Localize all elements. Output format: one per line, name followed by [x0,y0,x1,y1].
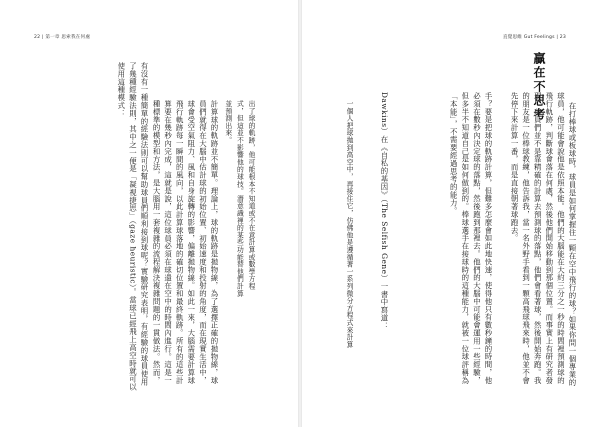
right-page-header: 直覺思維 Gut Feelings | 23 [502,35,566,40]
left-page [0,0,298,427]
right-body-column-a [498,92,578,392]
left-quote-text: 出了球的軌跡，他可能根本不知道或不在意計算或數學方程式，但這並不影響他的球技。潛意識裡的某些功能替他們計算並預測出來。 [223,100,255,298]
right-body-column-c [368,92,390,392]
right-col-2: 手？要是把球的軌跡計算，但難多怎麼會如此地快速，使得他只有數秒鐘的時間，他必須在數秒內決定球的落點，然後跑到那裡去。他們的大腦中可能會運用一些經驗，但多半不知道自己是如何做到的。棒球選手在接球時的這種能力，就被一位球評稱為「本能」，不需要經過思考的能力。 [449,92,493,385]
section-title: 贏在不思考 [532,52,546,122]
right-page [302,0,600,427]
right-col-3: Dawkins）在《自私的基因》（The Selfish Gene）一書中寫道： [380,92,389,330]
right-body-column-b [394,92,494,392]
left-col-3: 有沒有一種簡單的經驗法則可以幫助球員們順利接到球呢？實驗研究表明，有經驗的球員使用了幾種經驗法則，其中之一便是「凝視捷思」（gaze heuristic）。當球已經飛上高空時就可以使用這種模式： [116,62,149,391]
right-quote-text: 一個人把球拋到高空中，再接住它，仿佛他是遵循著一系列微分方程式來計算 [345,100,353,349]
left-col-2: 計算球的軌跡並不簡單。理論上，球的軌跡是拋物線，為了選擇正確的拋物線，球員們就得在大腦中估計球的初始位置、初始速度和投射的角度，而在現實生活中，球會受空氣阻力、風和自身旋轉的影響，偏離拋物線。如此一來，大腦需要計算球飛行軌跡每一瞬間的風向，以此計算球落地的確切位置和最終軌跡。所有的這些計算要在幾秒內完成，這就是說，這位球員必須在球還在空中的時間內進行。這是一種標準的模型和方法，是大腦用一套複雜的流程解決複雜問題的一貫做法。然而， [152,100,219,385]
right-quote-block [330,100,354,380]
right-col-1: 在打棒球或板球時，球員是如何掌握住一顆在空中飛行的球？如果你問一個專業的球員，他可能會說他是依照本能。他們的大腦能在大約三分之一秒的時間裡預測球的飛行軌跡，判斷球會落在何處，然後他們開始移動到那個位置。而事實上有研究者發現，球員們並不是靠精確的計算去預測球的落點，他們會看著球，然後開始奔跑。我的朋友是一位棒球教練，他告訴我，當一名外野手看到一顆高飛球飛來時，他並不會先停下來計算一番，而是直接朝著球跑去。 [510,92,577,387]
left-page-header: 22 | 第一章 思索我在何處 [34,35,91,40]
left-body-column-b [150,100,220,390]
left-body-column-a [50,62,150,392]
left-quote-block [222,100,256,300]
